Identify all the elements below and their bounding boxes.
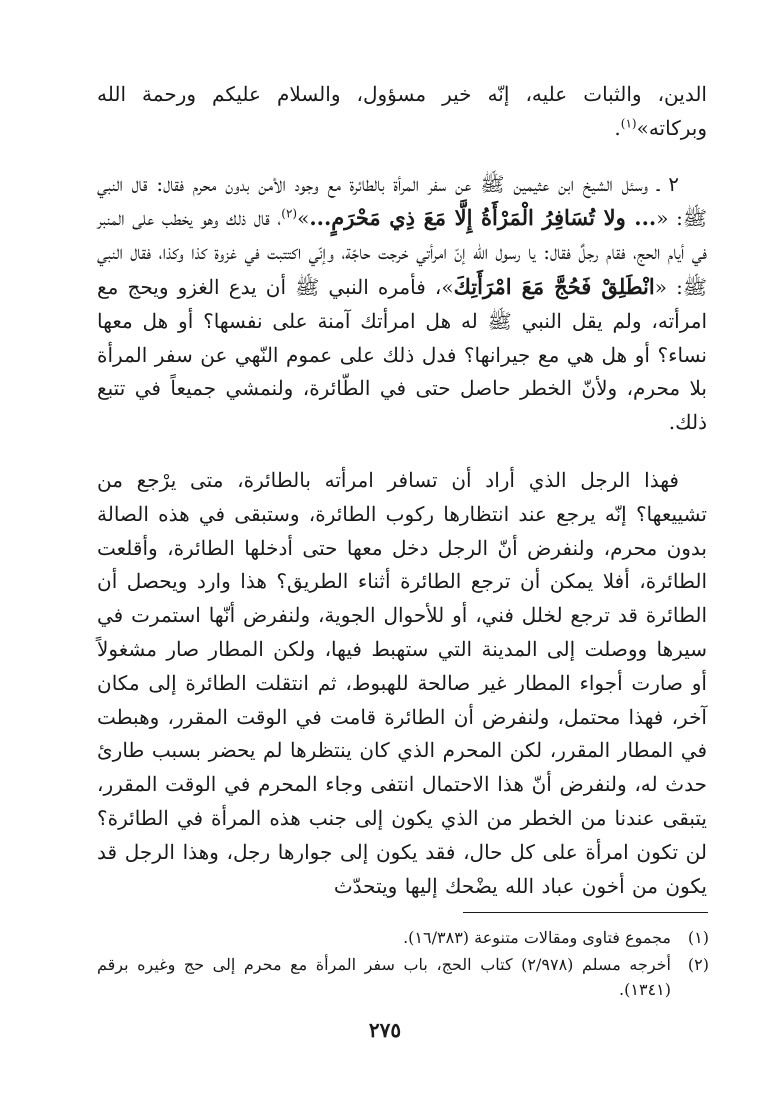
intro-end: . <box>614 115 621 140</box>
hadith-quote-1: ... ولا تُسَافِرُ الْمَرْأَةُ إِلَّا مَعَ ذِي مَحْرَمٍ... <box>309 205 657 231</box>
footnotes <box>97 925 709 1004</box>
footnote-ref-1: (١) <box>620 116 637 131</box>
discussion-paragraph: فهذا الرجل الذي أراد أن تسافر امرأته بالطائرة، متى يرْجع من تشييعها؟ إنّه يرجع عند انتظارها ركوب الطائرة، وستبقى في هذه الصالة بدون محرم، ولنفرض أنّ الرجل دخل معها حتى أدخلها الطائرة، وأقلعت الطائرة، أفلا يمكن أن ترجع الطائرة أثناء الطريق؟ هذا وارد ويحصل أن الطائرة قد ترجع لخلل فني، أو للأحوال الجوية، ولنفرض أنّها استمرت في سيرها ووصلت إلى المدينة التي ستهبط فيها، ولكن المطار صار مشغولاً أو صارت أجواء المطار غير صالحة للهبوط، ثم انتقلت الطائرة إلى مكان آخر، فهذا محتمل، ولنفرض أن الطائرة قامت في الوقت المقرر، وهبطت في المطار المقرر، لكن المحرم الذي كان ينتظرها لم يحضر بسبب طارئ حدث له، ولنفرض أنّ هذا الاحتمال انتفى وجاء المحرم في الوقت المقرر، يتبقى عندنا من الخطر من الذي يكون إلى جنب هذه المرأة في الطائرة؟ لن تكون امرأة على كل حال، فقد يكون إلى جوارها رجل، وهذا الرجل قد يكون من أخون عباد الله يضْحك إليها ويتحدّث <box>97 467 707 898</box>
intro-paragraph <box>97 78 707 146</box>
question-after-hadith1: » <box>297 206 310 231</box>
footnote-item <box>97 952 709 1002</box>
question-middle: ، قال ذلك وهو يخطب على المنبر في أيام الحج، فقام رجلٌ فقال: يا رسول الله إنّ امرأتي خرجت حاجّة، وإنّي اكتتبت في غزوة كذا وكذا، فقال النبي ﷺ: « <box>97 206 707 299</box>
footnote-number: (١) <box>687 928 709 947</box>
page-number: ٢٧٥ <box>368 1018 402 1042</box>
footnote-text: أخرجه مسلم (٢/٩٧٨) كتاب الحج، باب سفر المرأة مع محرم إلى حج وغيره برقم (١٣٤١). <box>97 955 671 999</box>
footnote-text: مجموع فتاوى ومقالات متنوعة (١٦/٣٨٣). <box>403 928 671 947</box>
intro-text: الدين، والثبات عليه، إنّه خير مسؤول، والسلام عليكم ورحمة الله وبركاته» <box>97 82 707 140</box>
footnote-item <box>97 925 709 950</box>
footnote-ref-2: (٢) <box>281 206 298 221</box>
question-end: »، فأمره النبي ﷺ أن يدع الغزو ويحج مع امرأته، ولم يقل النبي ﷺ له هل امرأتك آمنة على نفسها؟ أو هل معها نساء؟ أو هل هي مع جيرانها؟ فدل ذلك على عموم النّهي عن سفر المرأة بلا محرم، ولأنّ الخطر حاصل حتى في الطّائرة، ولنمشي جميعاً في تتبع ذلك. <box>97 274 707 435</box>
footnote-divider <box>463 912 708 913</box>
hadith-quote-2: انْطَلِقْ فَحُجَّ مَعَ امْرَأَتِكَ <box>453 273 655 299</box>
question-paragraph <box>97 168 707 440</box>
footnote-number: (٢) <box>687 955 709 974</box>
question-lead: ٢ ـ وسئل الشيخ ابن عثيمين ﷺ عن سفر المرأة بالطائرة مع وجود الأمن بدون محرم فقال: قال النبي ﷺ: « <box>97 171 707 231</box>
page-body <box>97 78 707 903</box>
